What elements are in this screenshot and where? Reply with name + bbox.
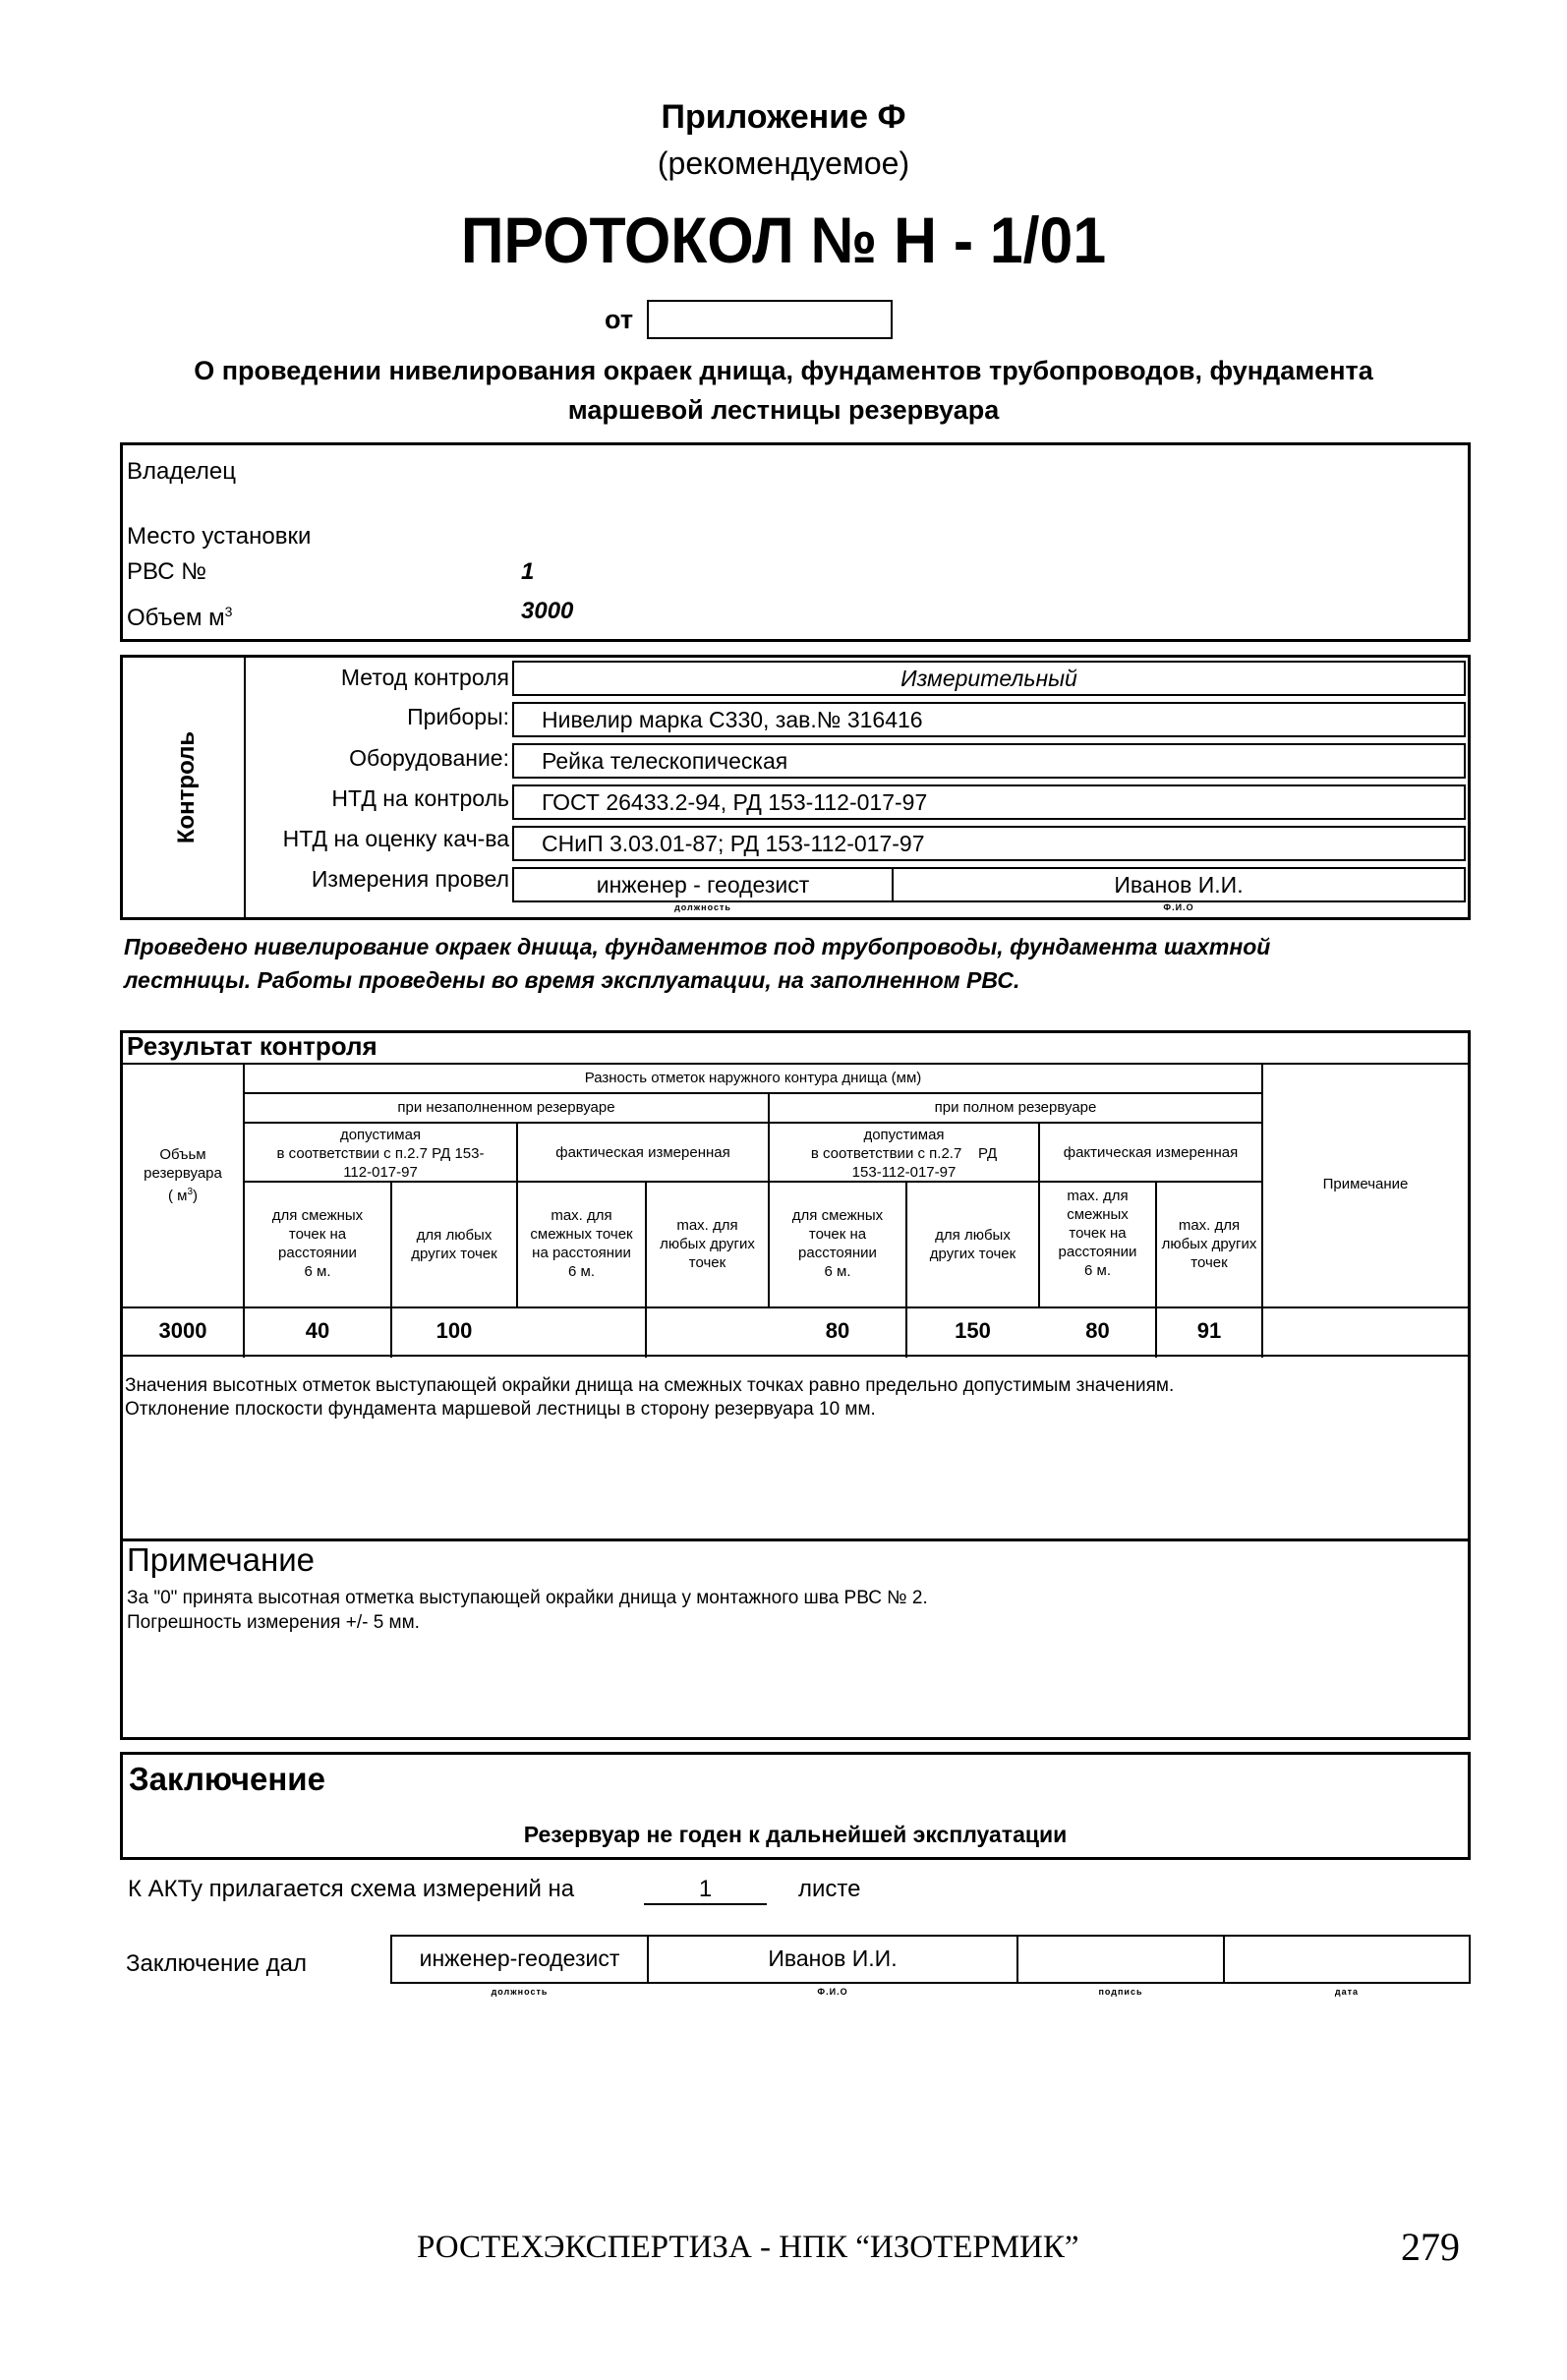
- actual-full-header: фактическая измеренная: [1063, 1144, 1239, 1161]
- subheader-g-5: 6 м.: [1084, 1262, 1111, 1279]
- allowed-empty-ref: в соответствии с п.2.7 РД 153-: [276, 1145, 485, 1162]
- measured-name-caption: Ф.И.О: [1163, 902, 1194, 912]
- control-label-ntd-control: НТД на контроль: [331, 785, 509, 811]
- subheader-h-1: max. для: [1178, 1217, 1241, 1234]
- allowed-full-ref: в соответствии с п.2.7: [810, 1145, 962, 1162]
- control-devices-value: Нивелир марка С330, зав.№ 316416: [512, 702, 1466, 737]
- subheader-a-4: 6 м.: [304, 1263, 331, 1280]
- control-equipment-value: Рейка телескопическая: [512, 743, 1466, 779]
- signoff-signature-caption: подпись: [1098, 1987, 1143, 1997]
- subheader-h-3: точек: [1190, 1254, 1228, 1271]
- results-title: Результат контроля: [127, 1031, 377, 1061]
- signoff-date-caption: дата: [1334, 1987, 1360, 1997]
- subheader-e-3: расстоянии: [798, 1245, 877, 1261]
- subheader-d-3: точек: [688, 1254, 726, 1271]
- allowed-full-header: [770, 1126, 1038, 1182]
- actual-empty-header: фактическая измеренная: [555, 1144, 730, 1161]
- attachment-suffix: листе: [798, 1876, 861, 1902]
- control-label-ntd-quality: НТД на оценку кач-ва: [282, 826, 509, 851]
- conclusion-text: Резервуар не годен к дальнейшей эксплуатации: [523, 1822, 1068, 1847]
- control-label-devices: Приборы:: [407, 704, 509, 729]
- appendix-title: Приложение Ф: [661, 98, 906, 136]
- subheader-g-3: точек на: [1069, 1225, 1127, 1242]
- measured-position-value: инженер - геодезист: [512, 867, 894, 902]
- results-remark: [125, 1374, 1174, 1422]
- allowed-empty-header: [245, 1126, 516, 1182]
- subheader-c-2: смежных точек: [530, 1226, 633, 1243]
- note-line-1: За "0" принята высотная отметка выступающей окрайки днища у монтажного шва РВС № 2.: [127, 1588, 928, 1608]
- rvs-value: 1: [521, 558, 535, 585]
- control-method-value: Измерительный: [512, 661, 1466, 696]
- volume-label-sup: 3: [224, 604, 233, 619]
- control-ntd-control-value: ГОСТ 26433.2-94, РД 153-112-017-97: [512, 784, 1466, 820]
- subheader-e-1: для смежных: [791, 1207, 884, 1224]
- subheader-d-1: max. для: [676, 1217, 738, 1234]
- subheader-g: [1040, 1187, 1155, 1280]
- subheader-a-2: точек на: [288, 1226, 347, 1243]
- subheader-f-2: других точек: [929, 1246, 1016, 1262]
- row-value-5: 80: [825, 1318, 850, 1343]
- owner-label: Владелец: [127, 458, 237, 485]
- footer-publisher: РОСТЕХЭКСПЕРТИЗА - НПК “ИЗОТЕРМИК”: [417, 2230, 1079, 2265]
- allowed-full-ref-rd: РД: [977, 1145, 998, 1162]
- subheader-e: [770, 1206, 905, 1281]
- signoff-name: Иванов И.И.: [647, 1935, 1018, 1984]
- work-description-line-2: лестницы. Работы проведены во время эксплуатации, на заполненном РВС.: [124, 967, 1020, 993]
- signoff-position-caption: должность: [491, 1987, 549, 1997]
- note-title: Примечание: [127, 1541, 316, 1578]
- subheader-a-1: для смежных: [271, 1207, 364, 1224]
- date-prefix: от: [605, 305, 634, 334]
- location-label: Место установки: [127, 523, 312, 550]
- subheader-e-2: точек на: [808, 1226, 867, 1243]
- subheader-g-1: max. для: [1067, 1188, 1129, 1204]
- volume-column-header: [123, 1145, 243, 1205]
- control-label-equipment: Оборудование:: [349, 745, 509, 771]
- appendix-status: (рекомендуемое): [657, 145, 910, 181]
- subheader-g-2: смежных: [1067, 1206, 1129, 1223]
- allowed-empty-ref-2: 112-017-97: [343, 1164, 418, 1181]
- results-full-header: при полном резервуаре: [934, 1099, 1097, 1116]
- conclusion-block: [120, 1752, 1471, 1860]
- row-value-1: 40: [305, 1318, 330, 1343]
- signoff-date[interactable]: [1223, 1935, 1471, 1984]
- attachment-prefix: К АКТу прилагается схема измерений на: [128, 1876, 575, 1902]
- signoff-position: инженер-геодезист: [390, 1935, 649, 1984]
- row-volume: 3000: [158, 1318, 207, 1343]
- subheader-f: [907, 1226, 1038, 1263]
- subheader-g-4: расстоянии: [1058, 1244, 1137, 1260]
- subheader-e-4: 6 м.: [824, 1263, 851, 1280]
- subheader-h: [1157, 1216, 1261, 1272]
- conclusion-title: Заключение: [129, 1761, 325, 1797]
- volume-label: [127, 595, 232, 635]
- subject-line-1: О проведении нивелирования окраек днища, фундаментов трубопроводов, фундамента: [194, 356, 1373, 385]
- subheader-d-2: любых других: [660, 1236, 755, 1252]
- subheader-b-2: других точек: [411, 1246, 497, 1262]
- signoff-name-caption: Ф.И.О: [817, 1987, 848, 1997]
- subheader-c-1: max. для: [551, 1207, 612, 1224]
- volume-label-text: Объем м: [127, 605, 225, 631]
- row-value-8: 91: [1196, 1318, 1222, 1343]
- allowed-empty-title: допустимая: [339, 1127, 422, 1143]
- protocol-date-field[interactable]: [647, 300, 893, 339]
- attachment-count: 1: [644, 1876, 767, 1905]
- volume-value: 3000: [521, 598, 574, 624]
- row-value-2: 100: [435, 1318, 473, 1343]
- results-remark-line-2: Отклонение плоскости фундамента маршевой лестницы в сторону резервуара 10 мм.: [125, 1399, 876, 1420]
- control-label-measured: Измерения провел: [311, 866, 509, 892]
- work-description-line-1: Проведено нивелирование окраек днища, фундаментов под трубопроводы, фундамента шахтной: [124, 934, 1271, 959]
- results-empty-header: при незаполненном резервуаре: [397, 1099, 615, 1116]
- subheader-c-4: 6 м.: [568, 1263, 595, 1280]
- protocol-title: ПРОТОКОЛ № Н - 1/01: [460, 203, 1107, 276]
- volume-column-header-1: Объьм: [159, 1146, 206, 1163]
- volume-column-header-3: ( $м^3$): [167, 1187, 199, 1204]
- subheader-b-1: для любых: [416, 1227, 493, 1244]
- subheader-a: [245, 1206, 390, 1281]
- note-line-2: Погрешность измерения +/- 5 мм.: [127, 1612, 420, 1633]
- control-side-label: Контроль: [173, 730, 200, 844]
- work-description: [124, 930, 1270, 997]
- rvs-label: РВС №: [127, 558, 206, 585]
- signoff-signature[interactable]: [1016, 1935, 1225, 1984]
- volume-column-header-2: резервуара: [144, 1165, 222, 1182]
- page-number: 279: [1401, 2225, 1460, 2269]
- allowed-full-title: допустимая: [863, 1127, 945, 1143]
- results-top-header: Разность отметок наружного контура днища (мм): [584, 1070, 922, 1086]
- control-label-method: Метод контроля: [340, 665, 509, 690]
- note-text: [127, 1586, 928, 1635]
- results-remark-line-1: Значения высотных отметок выступающей окрайки днища на смежных точках равно предельно допустимым значениям.: [125, 1375, 1175, 1396]
- subheader-d: [647, 1216, 768, 1272]
- subject-line-2: маршевой лестницы резервуара: [567, 395, 1000, 425]
- owner-block: [120, 442, 1471, 642]
- measured-position-caption: должность: [674, 902, 731, 912]
- note-block: [120, 1538, 1471, 1740]
- results-table: [123, 1063, 1468, 1358]
- subheader-h-2: любых других: [1161, 1236, 1257, 1252]
- subheader-a-3: расстоянии: [278, 1245, 357, 1261]
- control-ntd-quality-value: СНиП 3.03.01-87; РД 153-112-017-97: [512, 826, 1466, 861]
- subheader-b: [392, 1226, 516, 1263]
- subheader-c-3: на расстоянии: [532, 1245, 631, 1261]
- subheader-f-1: для любых: [935, 1227, 1011, 1244]
- note-column-header: Примечание: [1322, 1176, 1409, 1192]
- row-value-6: 150: [955, 1318, 991, 1343]
- subheader-c: [518, 1206, 645, 1281]
- row-value-7: 80: [1085, 1318, 1110, 1343]
- measured-name-value: Иванов И.И.: [892, 867, 1466, 902]
- signoff-label: Заключение дал: [126, 1950, 307, 1977]
- allowed-full-ref-line: [770, 1144, 1038, 1163]
- control-labels: [244, 661, 509, 896]
- allowed-full-ref-2: 153-112-017-97: [851, 1164, 957, 1181]
